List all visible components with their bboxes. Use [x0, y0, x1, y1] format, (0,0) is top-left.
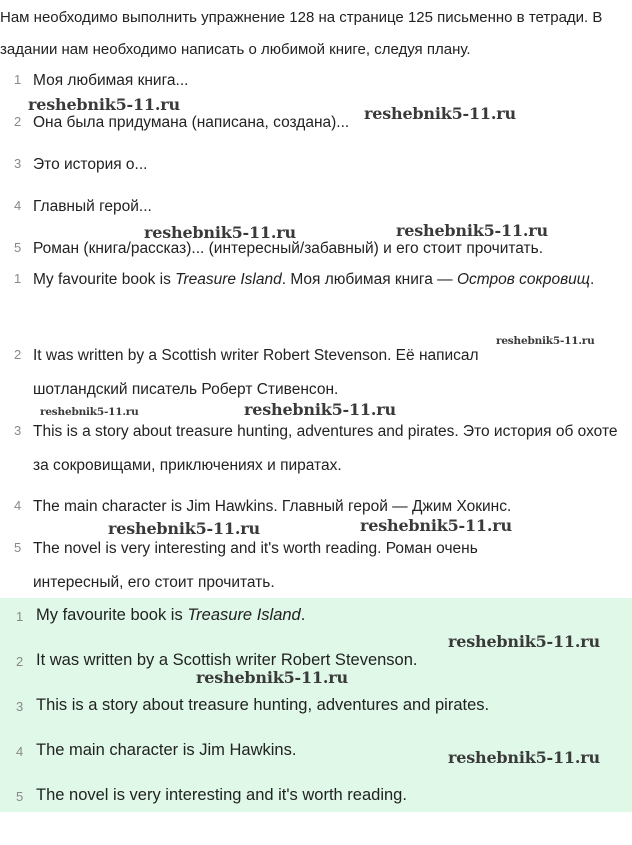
- item-number: 2: [14, 114, 22, 129]
- item-text: Роман (книга/рассказ)... (интересный/забавный) и его стоит прочитать.: [33, 240, 544, 257]
- watermark: reshebnik5-11.ru: [496, 335, 595, 347]
- item-number: 1: [16, 609, 24, 624]
- item-text: My favourite book is Treasure Island.: [36, 606, 306, 624]
- item-number: 5: [16, 789, 24, 804]
- item-text: The main character is Jim Hawkins.: [36, 741, 297, 759]
- watermark: reshebnik5-11.ru: [244, 400, 396, 419]
- item-text: It was written by a Scottish writer Robert Stevenson. Её написал шотландский писатель Роберт Стивенсон.: [33, 347, 479, 398]
- item-text: It was written by a Scottish writer Robert Stevenson.: [36, 651, 418, 669]
- item-number: 3: [14, 423, 22, 438]
- watermark: reshebnik5-11.ru: [28, 95, 180, 114]
- item-number: 1: [14, 72, 22, 87]
- item-number: 5: [14, 540, 22, 555]
- item-number: 2: [14, 347, 22, 362]
- intro-paragraph: Нам необходимо выполнить упражнение 128 на странице 125 письменно в тетради. В задании нам необходимо написать о любимой книге, следуя плану.: [0, 9, 603, 58]
- item-number: 1: [14, 271, 22, 286]
- answer-block: [0, 598, 632, 812]
- item-text: Это история о...: [33, 156, 148, 173]
- item-text: Моя любимая книга...: [33, 72, 189, 89]
- watermark: reshebnik5-11.ru: [40, 406, 139, 418]
- item-text: The novel is very interesting and it's worth reading. Роман очень интересный, его стоит прочитать.: [33, 540, 478, 591]
- item-text: My favourite book is Treasure Island. Моя любимая книга — Остров сокровищ.: [33, 271, 595, 288]
- item-number: 4: [14, 198, 22, 213]
- item-number: 4: [16, 744, 24, 759]
- watermark: reshebnik5-11.ru: [448, 632, 600, 651]
- item-text: Она была придумана (написана, создана)...: [33, 114, 350, 131]
- item-number: 4: [14, 498, 22, 513]
- watermark: reshebnik5-11.ru: [360, 516, 512, 535]
- item-number: 5: [14, 240, 22, 255]
- watermark: reshebnik5-11.ru: [144, 223, 296, 242]
- item-text: This is a story about treasure hunting, adventures and pirates.: [36, 696, 490, 714]
- watermark: reshebnik5-11.ru: [448, 748, 600, 767]
- item-text: The main character is Jim Hawkins. Главный герой — Джим Хокинс.: [33, 498, 512, 515]
- item-text: Главный герой...: [33, 198, 152, 215]
- item-number: 3: [16, 699, 24, 714]
- item-text: The novel is very interesting and it's worth reading.: [36, 786, 407, 804]
- watermark: reshebnik5-11.ru: [364, 104, 516, 123]
- item-text: This is a story about treasure hunting, adventures and pirates. Это история об охоте за сокровищами, приключениях и пиратах.: [33, 423, 618, 474]
- watermark: reshebnik5-11.ru: [396, 221, 548, 240]
- item-number: 2: [16, 654, 24, 669]
- watermark: reshebnik5-11.ru: [196, 668, 348, 687]
- item-number: 3: [14, 156, 22, 171]
- watermark: reshebnik5-11.ru: [108, 519, 260, 538]
